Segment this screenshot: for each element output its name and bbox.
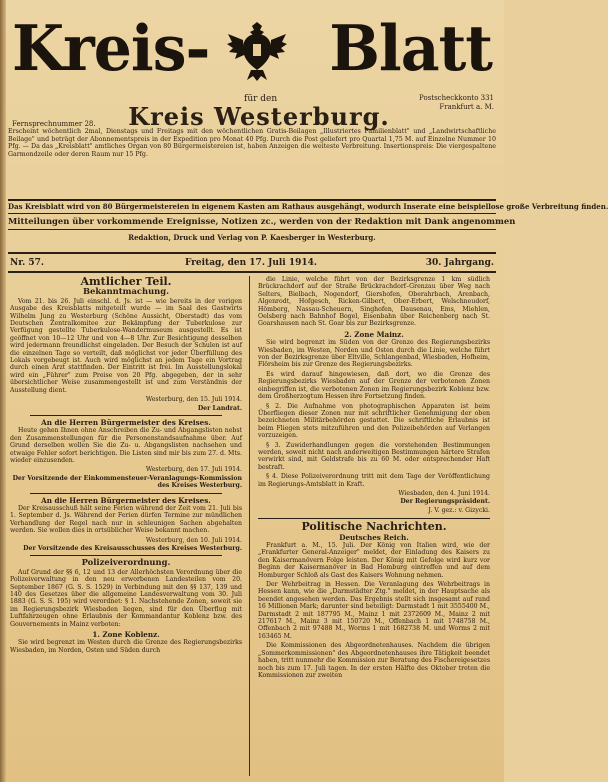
notice-body: Auf Grund der §§ 6, 12 und 13 der Allerhöchsten Verordnung über die Polizeiverwaltung in den neu erworbenen Landesteilen vom 20. September 1867 (G. S. S. 1529) in Verbindung mit den §§ 137, 139 und 140 des Gesetzes über die allgemeine Landesverwaltung vom 30. Juli 1883 (G. S. S. 195) wird verordnet: § 1. Nachstehende Zonen, soweit sie im Regierungsbezirk Wiesbaden liegen, sind für den Überflug mit Luftfahrzeugen ohne Erlaubnis der Kommandantur Koblenz bzw. des Gouvernements in Mainz verboten: xyxy=(10,568,242,628)
divider xyxy=(8,213,496,214)
notice-signature-office: Der Regierungspräsident. xyxy=(400,498,490,506)
column-right xyxy=(258,276,490,776)
masthead-fuer: für den xyxy=(244,94,278,104)
divider xyxy=(8,229,496,230)
section-title-political: Politische Nachrichten. xyxy=(301,520,447,534)
page-edge-shadow xyxy=(0,0,6,782)
notice-heading: An die Herren Bürgermeister des Kreises. xyxy=(41,495,211,505)
news-item: Der Wehrbeitrag in Hessen. Die Veranlagung des Wehrbeitrags in Hessen kann, wie die „Darmstädter Ztg." meldet, in der Hauptsache als beendet angesehen werden. Das Ergebnis stellt sich insgesamt auf rund 16 Millionen Mark; darunter sind beteiligt: Darmstadt 1 mit 3555400 M., Darmstadt 2 mit 187795 M., Mainz 1 mit 2372609 M., Mainz 2 mit 217617 M., Mainz 3 mit 150720 M., Offenbach 1 mit 1748758 M., Offenbach 2 mit 97488 M., Worms 1 mit 1682738 M. und Worms 2 mit 163465 M. xyxy=(258,581,490,640)
notice-signature-place: Westerburg, den 10. Juli 1914. xyxy=(145,536,242,544)
notice-signature-place: Westerburg, den 15. Juli 1914. xyxy=(145,396,242,404)
subsection-heading: Deutsches Reich. xyxy=(339,532,409,542)
notice-body: die Linie, welche führt von der Bezirksgrenze 1 km südlich Brückrachdorf auf der Straße Brückrachdorf–Grenzau über Weg nach Selters, Bielbach, Nogendorf, Giershofen, Oberahrbach, Arenbach, Algenrodt, Hofgesch, Ricken-Gilbert, Ober-Erbert, Welschneudorf, Hömberg, Nassau-Scheuern, Singhofen, Dausenau, Ems, Miehlen, Oelsberg nach Bahnhof Bogel, Eisenbahn über Reichenberg nach St. Goarshausen nach St. Goar bis zur Bezirksgrenze. xyxy=(258,276,490,328)
notice-strip-distribution: Das Kreisblatt wird von 80 Bürgermeistereien in eigenem Kasten am Rathaus ausgehängt, wodurch Inserate eine beispiellose große Verbreitung finden. xyxy=(8,202,608,211)
column-left xyxy=(10,276,242,776)
section-title-official: Amtlicher Teil. xyxy=(80,275,172,288)
issue-number: Nr. 57. xyxy=(10,258,45,268)
masthead-word-left: Kreis- xyxy=(12,12,210,86)
zone-heading: 1. Zone Koblenz. xyxy=(92,630,160,640)
divider xyxy=(30,555,222,556)
notice-heading: Polizeiverordnung. xyxy=(81,557,171,568)
notice-body: § 3. Zuwiderhandlungen gegen die vorstehenden Bestimmungen werden, soweit nicht nach anderweitigen Bestimmungen härtere Strafen verwirkt sind, mit Geldstrafe bis zu 60 M. oder entsprechender Haft bestraft. xyxy=(258,441,490,471)
divider xyxy=(258,518,490,519)
notice-signature-place: Wiesbaden, den 4. Juni 1914. xyxy=(398,489,490,497)
notice-signature-place: Westerburg, den 17. Juli 1914. xyxy=(145,466,242,474)
postcheck-account: Postscheckkonto 331 Frankfurt a. M. xyxy=(419,94,494,111)
notice-body: Heute gehen Ihnen ohne Anschreiben die Zu- und Abgangslisten nebst den Zusammenstellungen für die Personenstandsaufnahme über. Auf Grund derselben wollen Sie die Zu- u. Abgangslisten nachsehen und etwaige Fehler sofort berichtigen. Die Listen sind mir bis zum 27. d. Mts. wieder einzusenden. xyxy=(10,427,242,464)
notice-body: Sie wird begrenzt im Süden von der Grenze des Regierungsbezirks Wiesbaden, im Westen, Norden und Osten durch die Linie, welche führt von der Bezirksgrenze über Eltville, Schlangenbad, Wiesbaden, Hofheim, Flörsheim bis zur Grenze des Regierungsbezirks. xyxy=(258,339,490,369)
notice-body: Sie wird begrenzt im Westen durch die Grenze des Regierungsbezirks Wiesbaden, im Norden, Osten und Süden durch xyxy=(10,639,242,654)
notice-signature-office: Der Landrat. xyxy=(197,404,242,412)
issue-year: 30. Jahrgang. xyxy=(425,258,494,268)
notice-heading: An die Herren Bürgermeister des Kreises. xyxy=(41,417,211,427)
column-divider xyxy=(249,276,250,776)
telephone-number: Fernsprechnummer 28. xyxy=(12,120,96,128)
notice-body: Der Kreisausschuß hält seine Ferien während der Zeit vom 21. Juli bis 1. September d. Js. Während der Ferien dürfen Termine zur mündlichen Verhandlung der Regel nach nur in schleunigen Sachen abgehalten werden. Sie wollen dies in ortsüblicher Weise bekannt machen. xyxy=(10,504,242,535)
subscription-info: Erscheint wöchentlich 2mal, Dienstags und Freitags mit den wöchentlichen Gratis-Beilagen „Illustriertes Familienblatt" und „Landwirtschaftliche Beilage" und beträgt der Abonnementspreis in der Expedition pro Monat 40 Pfg. Durch die Post geliefert pro Quartal 1,75 M. auf Einzelne Nummer 10 Pfg. — Da das „Kreisblatt" amtliches Organ von 80 Bürgermeistereien ist, haben Anzeigen die weiteste Verbreitung. Insertionspreis: Die viergespaltene Garmondzeile oder deren Raum nur 15 Pfg. xyxy=(8,128,496,158)
notice-signature-office: Der Vorsitzende des Kreisausschusses des Kreises Westerburg. xyxy=(23,545,242,552)
notice-body: § 2. Die Aufnahme von photographischen Apparaten ist beim Überfliegen dieser Zonen nur mit schriftlicher Genehmigung der oben bezeichneten Militärbehörden gestattet. Die schriftliche Erlaubnis ist beim Fliegen stets mitzuführen und den Polizeibehörden auf Verlangen vorzuzeigen. xyxy=(258,402,490,440)
divider xyxy=(8,271,496,273)
divider xyxy=(30,415,222,416)
news-item: Die Kommissionen des Abgeordnetenhauses. Nachdem die übrigen „Sommerkommissionen" des Abgeordnetenhauses ihre Tätigkeit beendet haben, tritt nunmehr die Kommission zur Beratung des Fischereigesetzes noch bis zum 17. Juli tagen. In der ersten Hälfte des Oktober treten die Kommissionen zur zweiten xyxy=(258,642,490,679)
dateline xyxy=(8,258,496,270)
notice-signature-name: J. V. gez.: v. Gizycki. xyxy=(428,506,490,514)
notice-body: § 4. Diese Polizeiverordnung tritt mit dem Tage der Veröffentlichung im Regierungs-Amtsblatt in Kraft. xyxy=(258,473,490,488)
publisher-line: Redaktion, Druck und Verlag von P. Kaesberger in Westerburg. xyxy=(128,233,376,242)
divider xyxy=(8,252,496,254)
notice-strip-submissions: Mitteilungen über vorkommende Ereignisse, Notizen zc., werden von der Redaktion mit Dank angenommen xyxy=(8,216,516,226)
masthead xyxy=(8,10,498,131)
notice-signature-office: Der Vorsitzende der Einkommensteuer-Veranlagungs-Kommission des Kreises Westerburg. xyxy=(12,474,242,490)
notice-body: Vom 21. bis 26. Juli einschl. d. Js. ist — wie bereits in der vorigen Ausgabe des Kreisblatts mitgeteilt wurde — im Saal des Gastwirts Wilhelm Jung zu Westerburg (Schöne Aussicht, Oberstadt) das vom Deutschen Zentralkomitee zur Bekämpfung der Tuberkulose zur Verfügung gestellte Tuberkulose-Wandermuseum ausgestellt. Es ist geöffnet von 10—12 Uhr und von 4—8 Uhr. Zur Besichtigung desselben wird jedermann freundlichst eingeladen. Der Besuch der Schulen ist auf die einzelnen Tage so verteilt, daß möglichst vor jeder Überfüllung des Lokals vorgebeugt ist. Auch wird möglichst an jedem Tage ein Vortrag durch einen Arzt stattfinden. Der Eintritt ist frei. Im Ausstellungslokal wird ein „Führer" zum Preise von 20 Pfg. abgegeben, der in sehr übersichtlicher Weise zusammengestellt ist und zum Verständnis der Ausstellung dient. xyxy=(10,297,242,394)
news-item: Frankfurt a. M., 15. Juli. Der König von Italien wird, wie der „Frankfurter General-Anzeiger" meldet, der Einladung des Kaisers zu den Kaisermanövern Folge leisten. Der König mit Gefolge wird kurz vor Beginn der Kaisermanöver in Bad Homburg eintreffen und auf dem Homburger Schloß als Gast des Kaisers Wohnung nehmen. xyxy=(258,542,490,579)
eagle-crest-icon xyxy=(226,16,288,82)
masthead-subtitle: Kreis Westerburg. xyxy=(128,102,390,131)
divider xyxy=(8,199,496,201)
divider xyxy=(30,493,222,494)
zone-heading: 2. Zone Mainz. xyxy=(344,329,404,339)
issue-date: Freitag, den 17. Juli 1914. xyxy=(184,258,318,268)
masthead-word-right: Blatt xyxy=(329,12,492,86)
notice-body: Es wird darauf hingewiesen, daß dort, wo die Grenze des Regierungsbezirks Wiesbaden auf der Grenze der verbotenen Zonen einbegriffen ist, die verbotenen Zonen im Regierungsbezirk Koblenz bzw. dem Großherzogtum Hessen ihre Fortsetzung finden. xyxy=(258,370,490,401)
notice-heading: Bekanntmachung. xyxy=(82,286,170,297)
